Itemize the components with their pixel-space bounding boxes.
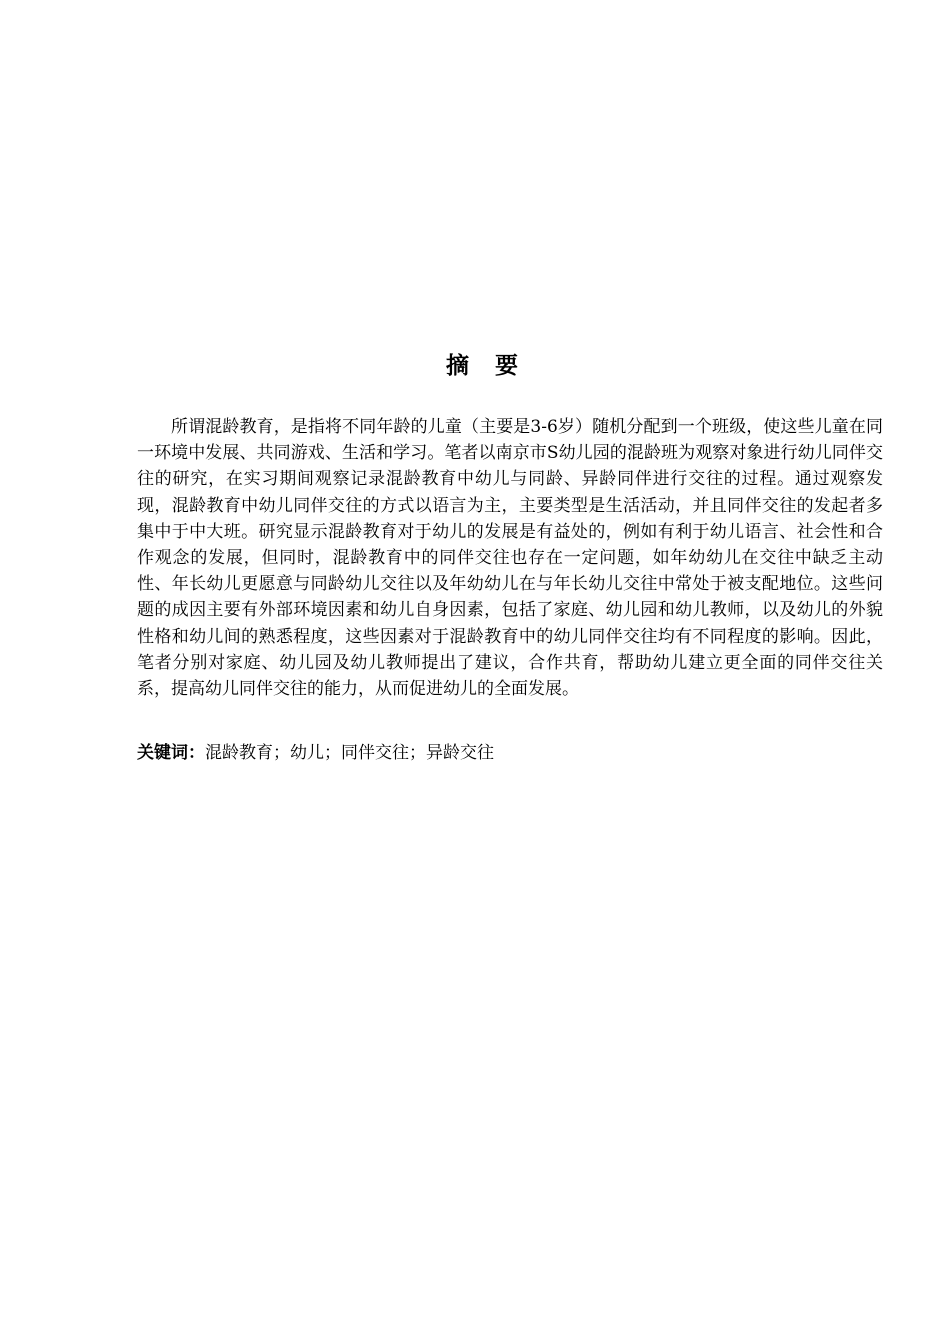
abstract-heading: 摘要 — [446, 353, 544, 379]
keywords-label: 关键词： — [137, 743, 205, 763]
abstract-paragraph: 所谓混龄教育，是指将不同年龄的儿童（主要是3-6岁）随机分配到一个班级，使这些儿童在同一环境中发展、共同游戏、生活和学习。笔者以南京市S幼儿园的混龄班为观察对象进行幼儿同伴交往的研究，在实习期间观察记录混龄教育中幼儿与同龄、异龄同伴进行交往的过程。通过观察发现，混龄教育中幼儿同伴交往的方式以语言为主，主要类型是生活活动，并且同伴交往的发起者多集中于中大班。研究显示混龄教育对于幼儿的发展是有益处的，例如有利于幼儿语言、社会性和合作观念的发展，但同时，混龄教育中的同伴交往也存在一定问题，如年幼幼儿在交往中缺乏主动性、年长幼儿更愿意与同龄幼儿交往以及年幼幼儿在与年长幼儿交往中常处于被支配地位。这些问题的成因主要有外部环境因素和幼儿自身因素，包括了家庭、幼儿园和幼儿教师，以及幼儿的外貌性格和幼儿间的熟悉程度，这些因素对于混龄教育中的幼儿同伴交往均有不同程度的影响。因此，笔者分别对家庭、幼儿园及幼儿教师提出了建议，合作共育，帮助幼儿建立更全面的同伴交往关系，提高幼儿同伴交往的能力，从而促进幼儿的全面发展。 — [137, 417, 883, 700]
keywords-line — [137, 740, 883, 766]
keywords-text: 混龄教育；幼儿；同伴交往；异龄交往 — [205, 743, 494, 763]
